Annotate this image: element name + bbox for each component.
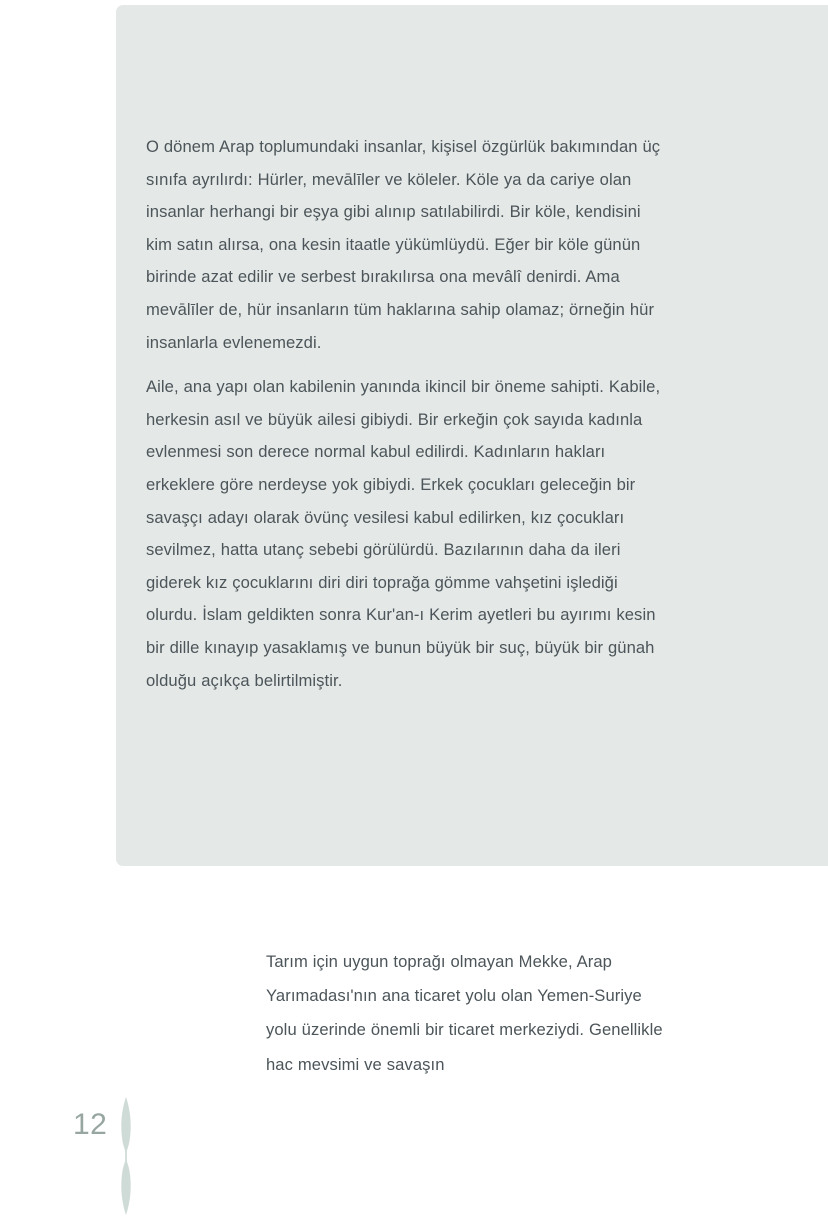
leaf-ornament-icon (113, 1095, 139, 1217)
lower-text-column (266, 945, 666, 1082)
page-number: 12 (73, 1108, 108, 1141)
page-footer (73, 1095, 193, 1217)
paragraph-3: Tarım için uygun toprağı olmayan Mekke, Arap Yarımadası'nın ana ticaret yolu olan Yemen-Suriye yolu üzerinde önemli bir ticaret merkeziydi. Genellikle hac mevsimi ve savaşın (266, 952, 663, 1074)
paragraph-2: Aile, ana yapı olan kabilenin yanında ikincil bir öneme sahipti. Kabile, herkesin asıl ve büyük ailesi gibiydi. Bir erkeğin çok sayıda kadınla evlenmesi son derece normal kabul edilirdi. Kadınların hakları erkeklere göre nerdeyse yok gibiydi. Erkek çocukları geleceğin bir savaşçı adayı olarak övünç vesilesi kabul edilirken, kız çocukları sevilmez, hatta utanç sebebi görülürdü. Bazılarının daha da ileri giderek kız çocuklarını diri diri toprağa gömme vahşetini işlediği olurdu. İslam geldikten sonra Kur'an-ı Kerim ayetleri bu ayırımı kesin bir dille kınayıp yasaklamış ve bunun büyük bir suç, büyük bir günah olduğu açıkça belirtilmiştir. (146, 377, 661, 690)
paragraph-1: O dönem Arap toplumundaki insanlar, kişisel özgürlük bakımından üç sınıfa ayrılırdı: Hürler, mevālīler ve köleler. Köle ya da cariye olan insanlar herhangi bir eşya gibi alınıp satılabilirdi. Bir köle, kendisini kim satın alırsa, ona kesin itaatle yükümlüydü. Eğer bir köle günün birinde azat edilir ve serbest bırakılırsa ona mevâlî denirdi. Ama mevālīler de, hür insanların tüm haklarına sahip olamaz; örneğin hür insanlarla evlenemezdi. (146, 137, 661, 352)
highlight-text-column (146, 131, 666, 697)
highlighted-text-block (116, 5, 828, 866)
